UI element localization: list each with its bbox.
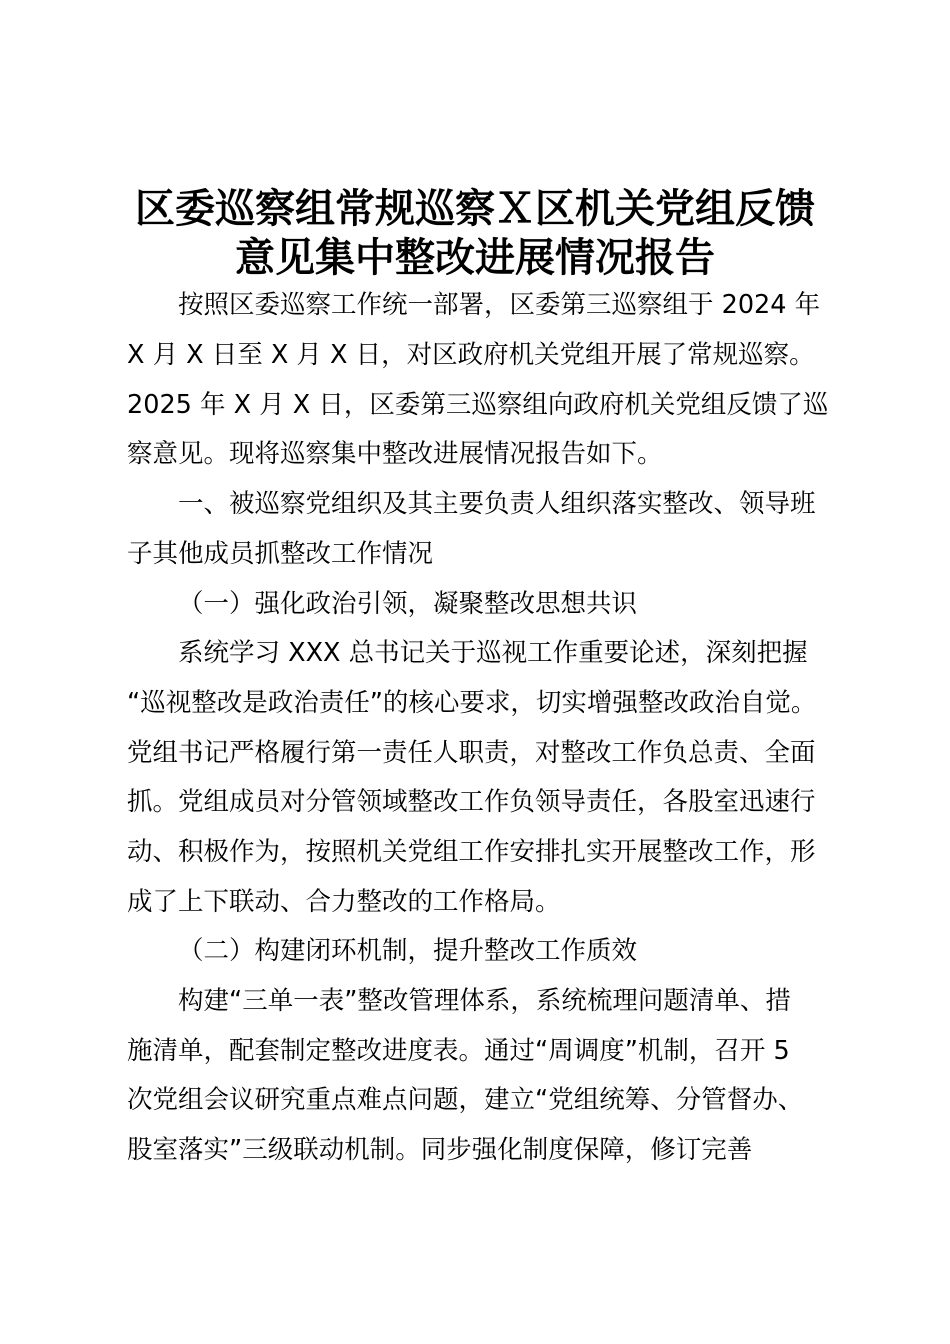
body-paragraph-line: 系统学习 XXX 总书记关于巡视工作重要论述，深刻把握 xyxy=(178,638,808,668)
intro-paragraph-line: X 月 X 日至 X 月 X 日，对区政府机关党组开展了常规巡察。 xyxy=(127,340,815,370)
body-paragraph-line: 动、积极作为，按照机关党组工作安排扎实开展整改工作，形 xyxy=(127,837,816,867)
intro-paragraph-line: 2025 年 X 月 X 日，区委第三巡察组向政府机关党组反馈了巡 xyxy=(127,390,829,420)
intro-paragraph-line: 察意见。现将巡察集中整改进展情况报告如下。 xyxy=(127,439,663,469)
subsection-heading: （一）强化政治引领，凝聚整改思想共识 xyxy=(178,589,638,619)
body-paragraph-line: 施清单，配套制定整改进度表。通过“周调度”机制，召开 5 xyxy=(127,1036,790,1066)
body-paragraph-line: “巡视整改是政治责任”的核心要求，切实增强整改政治自觉。 xyxy=(127,688,817,718)
section-heading-line: 子其他成员抓整改工作情况 xyxy=(127,539,434,569)
body-paragraph-line: 党组书记严格履行第一责任人职责，对整改工作负总责、全面 xyxy=(127,738,816,768)
body-paragraph-line: 成了上下联动、合力整改的工作格局。 xyxy=(127,887,561,917)
section-heading-line: 一、被巡察党组织及其主要负责人组织落实整改、领导班 xyxy=(178,489,816,519)
body-paragraph-line: 次党组会议研究重点难点问题，建立“党组统筹、分管督办、 xyxy=(127,1085,804,1115)
report-title-line-2: 意见集中整改进展情况报告 xyxy=(235,234,715,281)
body-paragraph-line: 抓。党组成员对分管领域整改工作负领导责任，各股室迅速行 xyxy=(127,787,816,817)
subsection-heading: （二）构建闭环机制，提升整改工作质效 xyxy=(178,936,638,966)
report-title-line-1: 区委巡察组常规巡察Ｘ区机关党组反馈 xyxy=(135,185,815,232)
intro-paragraph-line: 按照区委巡察工作统一部署，区委第三巡察组于 2024 年 xyxy=(178,290,821,320)
body-paragraph-line: 构建“三单一表”整改管理体系，系统梳理问题清单、措 xyxy=(178,986,791,1016)
body-paragraph-line: 股室落实”三级联动机制。同步强化制度保障，修订完善 xyxy=(127,1135,753,1165)
